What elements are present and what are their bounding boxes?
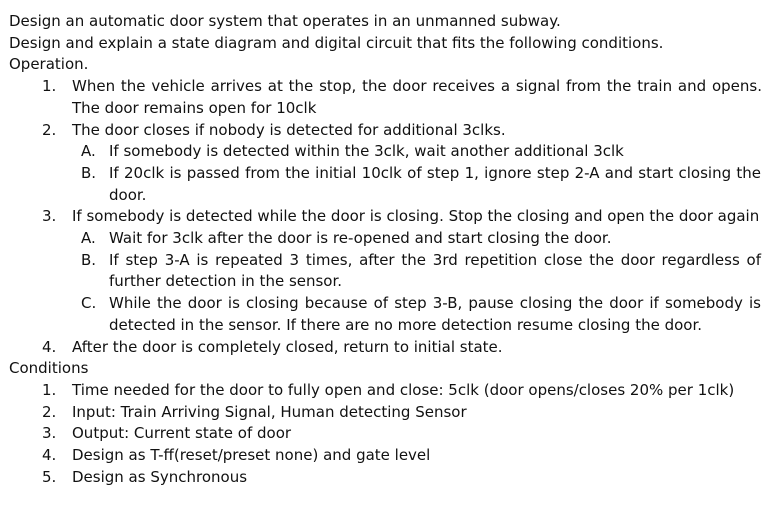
condition-item-4 [9,445,773,467]
substep-letter: A. [81,229,96,248]
operation-step-2-sub-a [9,141,773,163]
step-number: 4. [42,337,57,356]
operation-heading: Operation. [9,55,89,74]
conditions-heading: Conditions [9,359,89,378]
substep-text: If step 3-A is repeated 3 times, after the 3rd repetition close the door regardless of further detection in the sensor. [109,250,761,291]
condition-number: 1. [42,380,57,399]
step-text: The door closes if nobody is detected for additional 3clks. [72,120,506,139]
step-number: 2. [42,120,57,139]
condition-item-2 [9,402,773,424]
condition-text: Output: Current state of door [72,424,292,443]
condition-text: Design as Synchronous [72,467,248,486]
operation-step-1 [9,76,773,119]
operation-step-4 [9,337,773,359]
substep-text: If somebody is detected within the 3clk, wait another additional 3clk [109,142,624,161]
step-text: After the door is completely closed, return to initial state. [72,337,503,356]
step-text: When the vehicle arrives at the stop, the door receives a signal from the train and opens. The door remains open for 10clk [72,77,762,117]
operation-step-3-sub-b [9,250,773,293]
intro-line-1: Design an automatic door system that operates in an unmanned subway. [9,12,561,30]
step-number: 3. [42,207,57,226]
condition-text: Time needed for the door to fully open and close: 5clk (door opens/closes 20% per 1clk) [72,380,735,399]
condition-number: 3. [42,424,57,443]
condition-number: 2. [42,402,57,421]
substep-text: Wait for 3clk after the door is re-opened and start closing the door. [109,229,612,248]
intro-line-2: Design and explain a state diagram and digital circuit that fits the following conditions. [9,33,664,52]
condition-item-5 [9,467,773,489]
condition-text: Design as T-ff(reset/preset none) and gate level [72,446,431,465]
operation-step-3-sub-c [9,293,773,336]
operation-step-3-sub-a [9,228,773,250]
operation-step-2 [9,120,773,142]
substep-letter: B. [81,250,97,269]
condition-item-1 [9,380,773,402]
substep-letter: C. [81,294,97,313]
step-number: 1. [42,77,57,96]
substep-text: If 20clk is passed from the initial 10clk of step 1, ignore step 2-A and start closing the door. [109,163,761,204]
condition-number: 5. [42,467,57,486]
substep-letter: B. [81,163,97,182]
step-text: If somebody is detected while the door is closing. Stop the closing and open the door again [72,207,760,226]
operation-step-2-sub-b [9,163,773,206]
condition-text: Input: Train Arriving Signal, Human detecting Sensor [72,402,467,421]
substep-letter: A. [81,142,96,161]
condition-item-3 [9,423,773,445]
condition-number: 4. [42,446,57,465]
operation-step-3 [9,206,773,228]
substep-text: While the door is closing because of step 3-B, pause closing the door if somebody is detected in the sensor. If there are no more detection resume closing the door. [109,294,761,334]
